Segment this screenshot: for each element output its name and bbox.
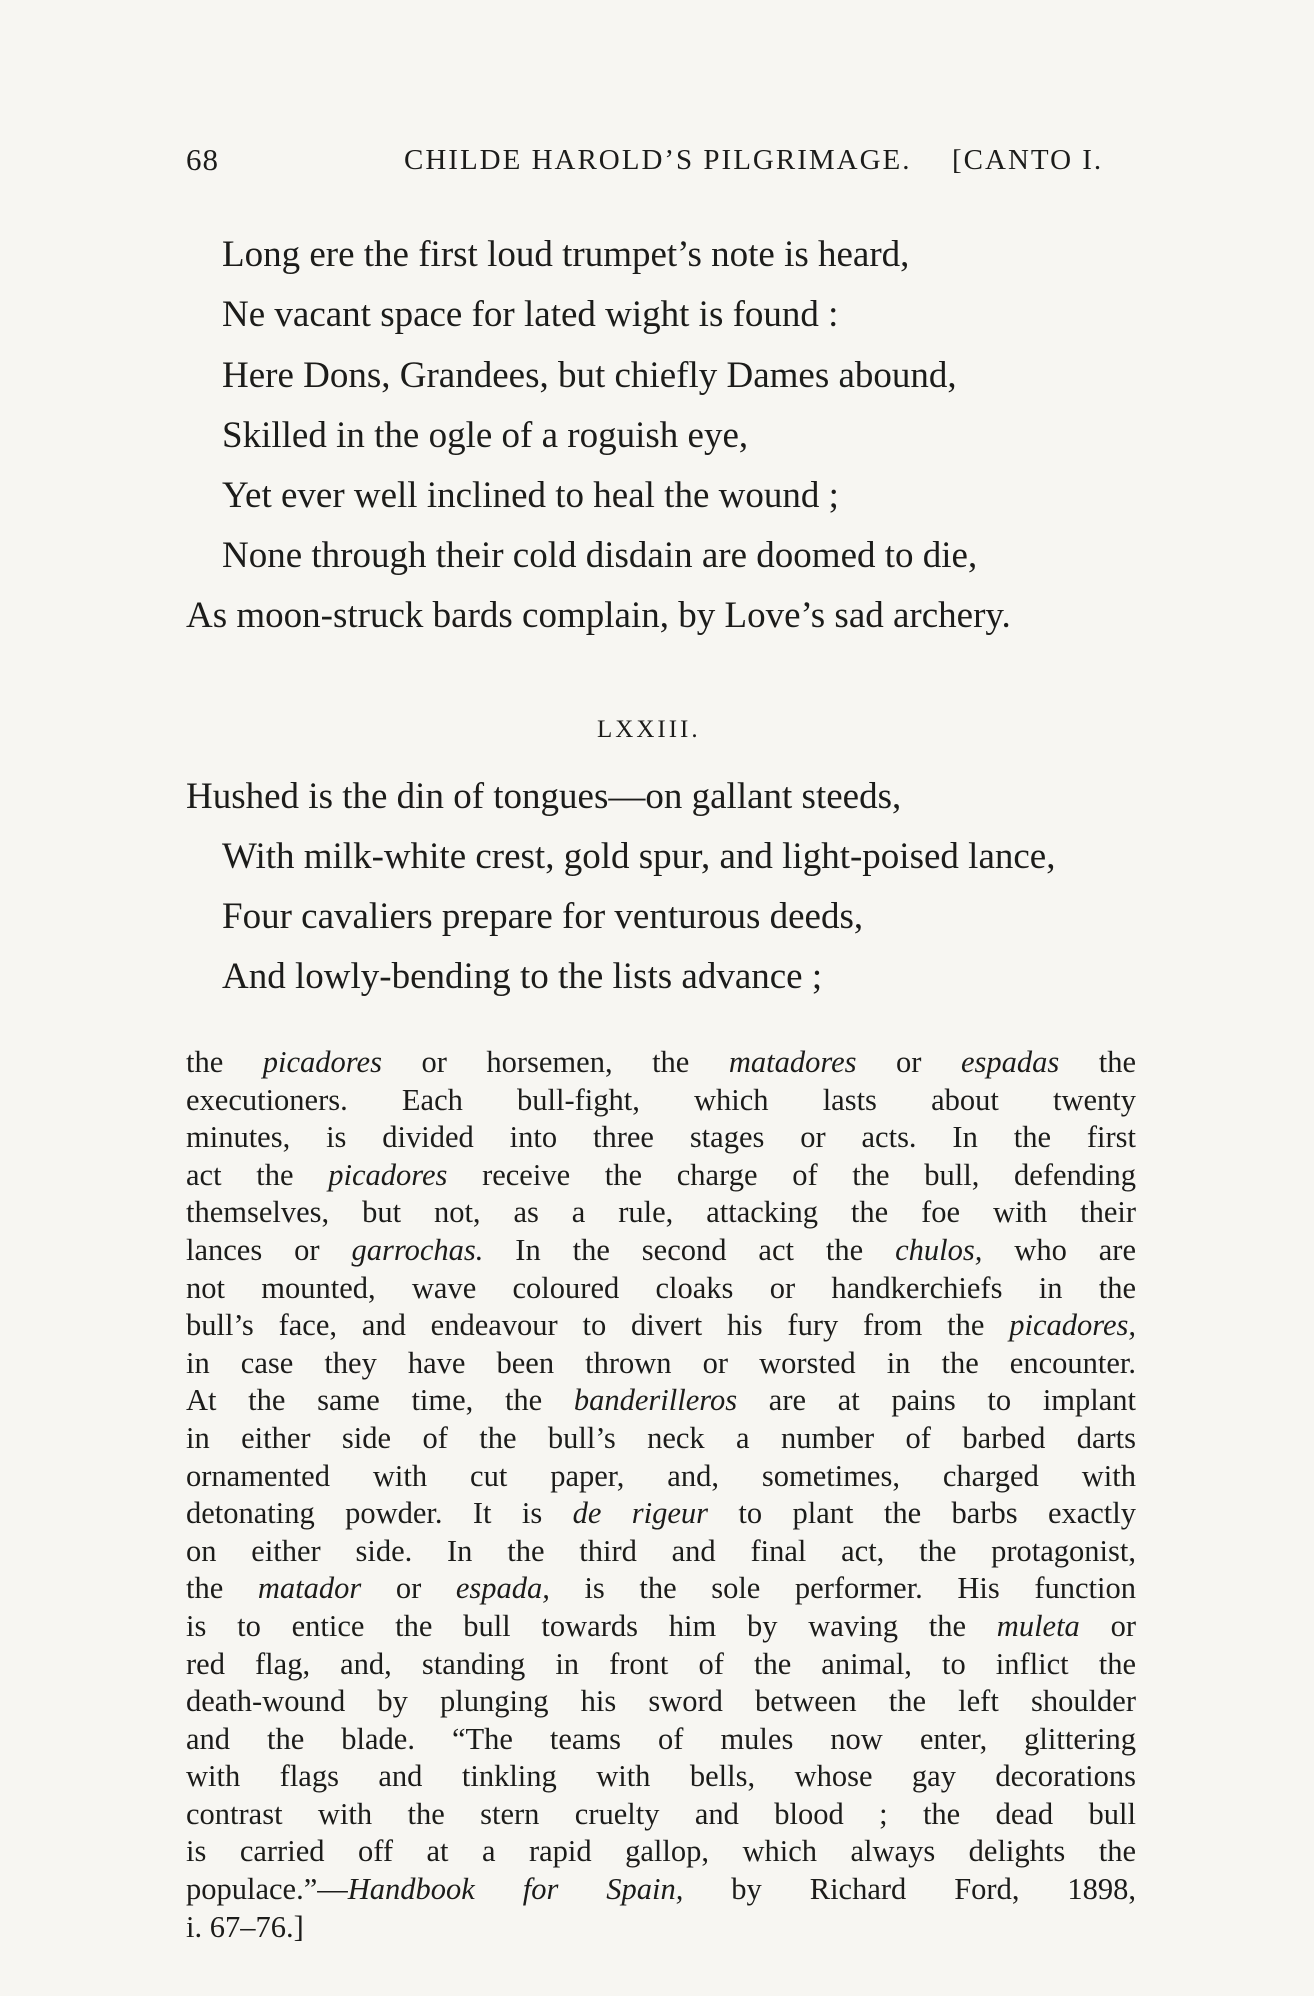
footnote-line: i. 67–76.] — [186, 1909, 304, 1944]
footnote-line: act the picadores receive the charge of the bull, defending — [186, 1157, 1136, 1192]
footnote-line: the picadores or horsemen, the matadores or espadas the — [186, 1045, 1137, 1079]
footnote-line: on either side. In the third and final act, the protagonist, — [186, 1533, 1136, 1568]
footnote-line: in case they have been thrown or worsted in the encounter. — [186, 1345, 1136, 1380]
verse-line: Skilled in the ogle of a roguish eye, — [222, 415, 749, 456]
footnote-line: contrast with the stern cruelty and blood ; the dead bull — [186, 1796, 1136, 1831]
footnote-italic: picadores — [328, 1157, 448, 1192]
footnote-line: At the same time, the banderilleros are at pains to implant — [186, 1383, 1137, 1418]
footnote-italic: Handbook for Spain, — [347, 1872, 684, 1907]
verse-line: Here Dons, Grandees, but chiefly Dames abound, — [222, 355, 957, 396]
footnote-italic: matadores — [728, 1045, 857, 1079]
footnote-line: populace.”—Handbook for Spain, by Richard Ford, 1898, — [186, 1872, 1137, 1907]
footnote-italic: garrochas. — [351, 1232, 484, 1267]
footnote-line: minutes, is divided into three stages or acts. In the first — [186, 1120, 1136, 1155]
footnote-line: is to entice the bull towards him by waving the muleta or — [186, 1608, 1136, 1643]
footnote-italic: chulos, — [895, 1232, 983, 1267]
footnote-italic: muleta — [996, 1608, 1080, 1643]
footnote-line: bull’s face, and endeavour to divert his fury from the picadores, — [186, 1308, 1136, 1343]
footnote-line: in either side of the bull’s neck a number of barbed darts — [186, 1420, 1136, 1455]
verse-line: Long ere the first loud trumpet’s note is heard, — [222, 234, 910, 275]
footnote-line: and the blade. “The teams of mules now enter, glittering — [186, 1721, 1136, 1756]
footnote-line: with flags and tinkling with bells, whose gay decorations — [186, 1759, 1136, 1794]
footnote-italic: matador — [257, 1571, 362, 1606]
stanza-number: LXXIII. — [597, 716, 701, 743]
footnote-line: death-wound by plunging his sword between the left shoulder — [186, 1684, 1136, 1719]
verse-line: Four cavaliers prepare for venturous deeds, — [222, 896, 864, 937]
running-head-canto: [CANTO I. — [952, 144, 1104, 176]
verse-line: None through their cold disdain are doomed to die, — [222, 535, 978, 576]
footnote-italic: picadores, — [1009, 1308, 1136, 1343]
footnote-line: lances or garrochas. In the second act the chulos, who are — [186, 1232, 1136, 1267]
verse-line: As moon-struck bards complain, by Love’s sad archery. — [186, 595, 1011, 636]
verse-line: Ne vacant space for lated wight is found : — [222, 294, 839, 335]
footnote-line: is carried off at a rapid gallop, which always delights the — [186, 1834, 1136, 1869]
verse-line: With milk-white crest, gold spur, and light-poised lance, — [222, 836, 1056, 877]
footnote-italic: banderilleros — [573, 1383, 738, 1418]
footnote — [186, 1044, 1136, 1946]
footnote-italic: picadores — [262, 1045, 382, 1079]
footnote-line: detonating powder. It is de rigeur to plant the barbs exactly — [186, 1496, 1136, 1531]
footnote-line: the matador or espada, is the sole performer. His function — [186, 1571, 1136, 1606]
footnote-italic: espadas — [960, 1045, 1060, 1079]
footnote-italic: espada, — [455, 1571, 550, 1606]
footnote-line: themselves, but not, as a rule, attacking the foe with their — [186, 1195, 1136, 1230]
footnote-line: not mounted, wave coloured cloaks or handkerchiefs in the — [186, 1270, 1136, 1305]
page-number: 68 — [186, 142, 219, 177]
footnote-italic: de rigeur — [572, 1496, 709, 1531]
verse-line: Yet ever well inclined to heal the wound ; — [222, 475, 839, 516]
footnote-line: ornamented with cut paper, and, sometimes, charged with — [186, 1458, 1136, 1493]
running-head — [186, 142, 1146, 182]
footnote-line: executioners. Each bull-fight, which lasts about twenty — [186, 1082, 1136, 1117]
footnote-line: red flag, and, standing in front of the animal, to inflict the — [186, 1646, 1136, 1681]
running-head-title: CHILDE HAROLD’S PILGRIMAGE. — [404, 144, 912, 176]
verse-line: Hushed is the din of tongues—on gallant steeds, — [186, 776, 902, 817]
verse-line: And lowly-bending to the lists advance ; — [222, 956, 823, 997]
